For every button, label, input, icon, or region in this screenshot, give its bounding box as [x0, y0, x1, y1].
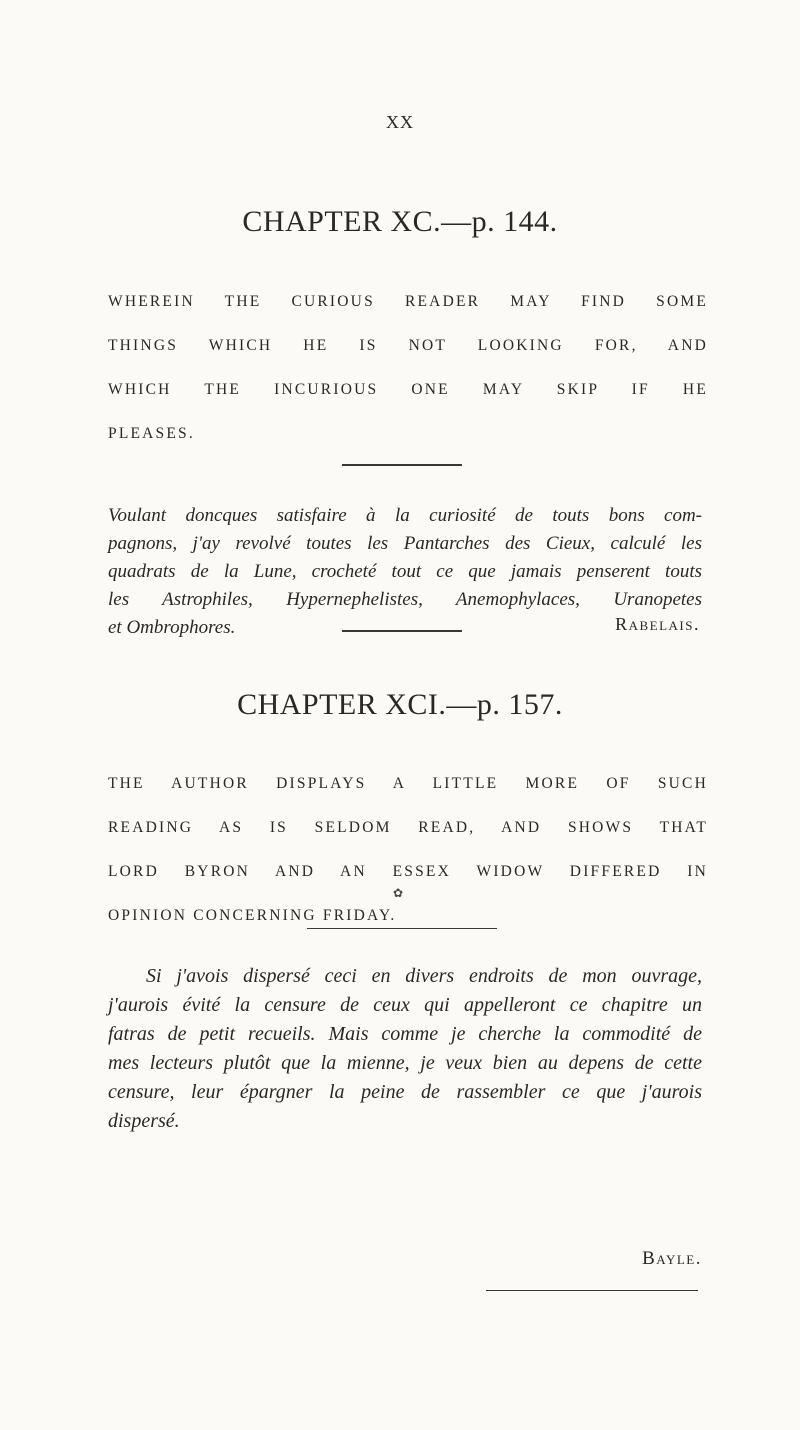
- epigraph-line: Si j'avois dispersé ceci en divers endroits de mon ouvrage,: [146, 965, 702, 987]
- summary-line: WHEREIN THE CURIOUS READER MAY FIND SOME: [108, 293, 708, 310]
- epigraph-line: quadrats de la Lune, crocheté tout ce que jamais penserent touts: [108, 561, 702, 582]
- epigraph-line: dispersé.: [108, 1110, 180, 1132]
- chapter-title: CHAPTER XCI.—p. 157.: [237, 688, 563, 721]
- section-rule: [342, 630, 462, 632]
- chapter-title: CHAPTER XC.—p. 144.: [242, 205, 558, 238]
- epigraph: [108, 502, 702, 642]
- section-rule: [342, 464, 462, 466]
- epigraph-line: pagnons, j'ay revolvé toutes les Pantarches des Cieux, calculé les: [108, 533, 702, 554]
- summary-line: WHICH THE INCURIOUS ONE MAY SKIP IF HE: [108, 381, 708, 398]
- summary-line: OPINION CONCERNING FRIDAY.: [108, 907, 397, 924]
- epigraph-line: Voulant doncques satisfaire à la curiosité de touts bons com-: [108, 505, 702, 526]
- epigraph-attribution: Rabelais.: [615, 614, 700, 634]
- epigraph-line: censure, leur épargner la peine de rassembler ce que j'aurois: [108, 1081, 702, 1103]
- epigraph-attribution: Bayle.: [642, 1248, 702, 1269]
- epigraph-line: les Astrophiles, Hypernephelistes, Anemophylaces, Uranopetes: [108, 589, 702, 610]
- section-rule: [486, 1290, 698, 1291]
- summary-line: THINGS WHICH HE IS NOT LOOKING FOR, AND: [108, 337, 708, 354]
- epigraph-line: et Ombrophores.: [108, 617, 236, 638]
- epigraph-line: j'aurois évité la censure de ceux qui appelleront ce chapitre un: [108, 994, 702, 1016]
- section-rule: [307, 928, 497, 929]
- epigraph-line: fatras de petit recueils. Mais comme je cherche la commodité de: [108, 1023, 702, 1045]
- chapter-summary: [108, 280, 708, 456]
- chapter-summary: [108, 762, 708, 938]
- page-folio: XX: [386, 112, 414, 132]
- epigraph: [108, 962, 702, 1136]
- printers-mark-icon: ✿: [393, 886, 404, 900]
- summary-line: PLEASES.: [108, 425, 195, 442]
- summary-line: THE AUTHOR DISPLAYS A LITTLE MORE OF SUCH: [108, 775, 708, 792]
- summary-line: READING AS IS SELDOM READ, AND SHOWS THAT: [108, 819, 708, 836]
- summary-line: LORD BYRON AND AN ESSEX WIDOW DIFFERED IN: [108, 863, 708, 880]
- epigraph-line: mes lecteurs plutôt que la mienne, je veux bien au depens de cette: [108, 1052, 702, 1074]
